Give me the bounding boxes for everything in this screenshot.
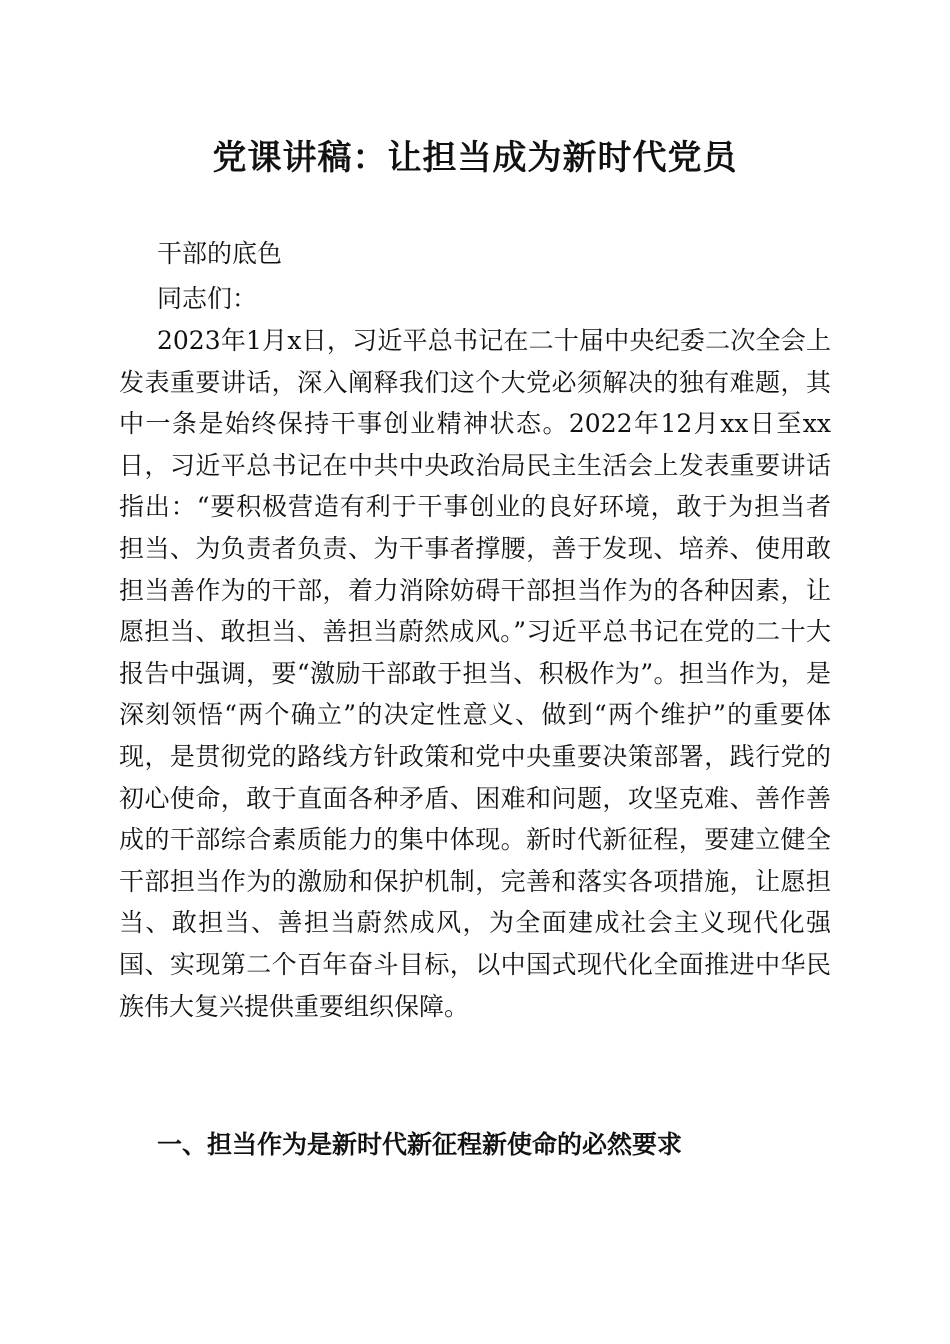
body-paragraph: 2023年1月x日，习近平总书记在二十届中央纪委二次全会上发表重要讲话，深入阐释我们这个大党必须解决的独有难题，其中一条是始终保持干事创业精神状态。2022年12月xx日至xx日，习近平总书记在中共中央政治局民主生活会上发表重要讲话指出：“要积极营造有利于干事创业的良好环境，敢于为担当者担当、为负责者负责、为干事者撑腰，善于发现、培养、使用敢担当善作为的干部，着力消除妨碍干部担当作为的各种因素，让愿担当、敢担当、善担当蔚然成风。”习近平总书记在党的二十大报告中强调，要“激励干部敢于担当、积极作为”。担当作为，是深刻领悟“两个确立”的决定性意义、做到“两个维护”的重要体现，是贯彻党的路线方针政策和党中央重要决策部署，践行党的初心使命，敢于直面各种矛盾、困难和问题，攻坚克难、善作善成的干部综合素质能力的集中体现。新时代新征程，要建立健全干部担当作为的激励和保护机制，完善和落实各项措施，让愿担当、敢担当、善担当蔚然成风，为全面建成社会主义现代化强国、实现第二个百年奋斗目标，以中国式现代化全面推进中华民族伟大复兴提供重要组织保障。 — [119, 326, 831, 1021]
salutation: 同志们： — [157, 284, 258, 313]
title-continuation: 干部的底色 — [157, 239, 283, 268]
document-title: 党课讲稿：让担当成为新时代党员 — [212, 138, 738, 178]
section-heading: 一、担当作为是新时代新征程新使命的必然要求 — [157, 1130, 683, 1159]
